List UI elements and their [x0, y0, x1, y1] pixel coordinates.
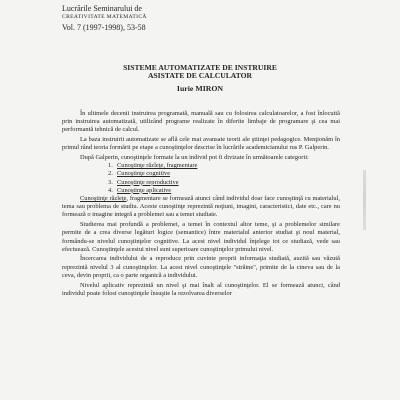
paragraph-text: , fragmentare se formează atunci când individul doar face cunoştinţă cu materialul, tema sau problema de studiu. Aceste cunoştinţe reprezintă noţiuni, imagini, caracteristici, date etc., care nu formează o imagine integră a problemei sau a temei studiate. [62, 195, 340, 219]
paper-author: Iurie MIRON [176, 84, 224, 93]
list-item-text: Cunoştinţe răzleţe, fragmentare [117, 162, 198, 170]
journal-name: Lucrările Seminarului de [62, 4, 142, 13]
list-item-number: 4. [108, 186, 113, 194]
list-item [108, 179, 340, 187]
list-item [108, 162, 340, 170]
scan-smudge [363, 170, 366, 230]
paragraph-lead: Cunoştinţe răzleţe [80, 195, 127, 203]
list-item-text: Cunoştinţe cognitive [117, 170, 171, 178]
list-item-number: 1. [108, 162, 113, 170]
paragraph: La baza instruirii automatizate se află cele mai avansate teorii ale ştiinţei pedagogice. Menţionăm în primul rând teoria formării pe etape a cunoştinţelor descrise în lucrările academicianului rus P. Galperin. [62, 136, 340, 152]
knowledge-categories-list [62, 162, 340, 195]
journal-volume: Vol. 7 (1997-1998), 53-58 [62, 22, 146, 32]
paper-title-line-2: ASISTATE DE CALCULATOR [147, 71, 253, 81]
list-item-text: Cunoştinţe aplicative [117, 186, 172, 194]
list-item-number: 3. [108, 178, 113, 186]
paragraph: După Galperin, cunoştinţele formate la un individ pot fi divizate în următoarele categorii: [80, 154, 309, 162]
paragraph: Nivelul aplicativ reprezintă un nivel şi mai înalt al cunoştinţelor. El se formează atunci, când individul poate folosi cunoştinţele însuşite la rezolvarea diverselor [62, 281, 340, 297]
journal-subject: CREATIVITATE MATEMATICĂ [62, 14, 147, 21]
paragraph: Studierea mai profundă a problemei, a temei în contextul altor teme, şi a problemelor similare permite de a crea diverse legături logice (semantice) între materialul anterior studiat şi noul material, formându-se nivelul cunoştinţelor cognitive. La acest nivel individul înţelege tot ce studiază, vede sau efectuează. Cunoştinţele acestui nivel sunt superioare cunoştinţelor primului nivel. [62, 221, 340, 253]
paragraph: Încercarea individului de a reproduce prin cuvinte proprii informaţia studiată, auzită sau văzută reprezintă nivelul 3 al cunoştinţelor. La acest nivel cunoştinţele "străine", primite de la cineva sau de la ceva, devin proprii, ca o parte organică a individului. [62, 255, 340, 279]
list-item-text: Cunoştinţe reproductive [117, 178, 179, 186]
paragraph [62, 195, 340, 220]
paper-body [62, 110, 340, 298]
list-item [108, 170, 340, 178]
journal-header [62, 4, 147, 32]
paragraph: În ultimele decenii instruirea programată, manuală sau cu folosirea calculatoarelor, a fost înlocuită prin instruirea automatizată, utilizând programe realizate în diferite limbaje de programare şi cea mai performantă tehnică de calcul. [62, 110, 340, 134]
paper-title [0, 64, 400, 81]
list-item-number: 2. [108, 170, 113, 178]
paper-title-line-1: SISTEME AUTOMATIZATE DE INSTRUIRE [123, 63, 277, 72]
list-item [108, 187, 340, 195]
